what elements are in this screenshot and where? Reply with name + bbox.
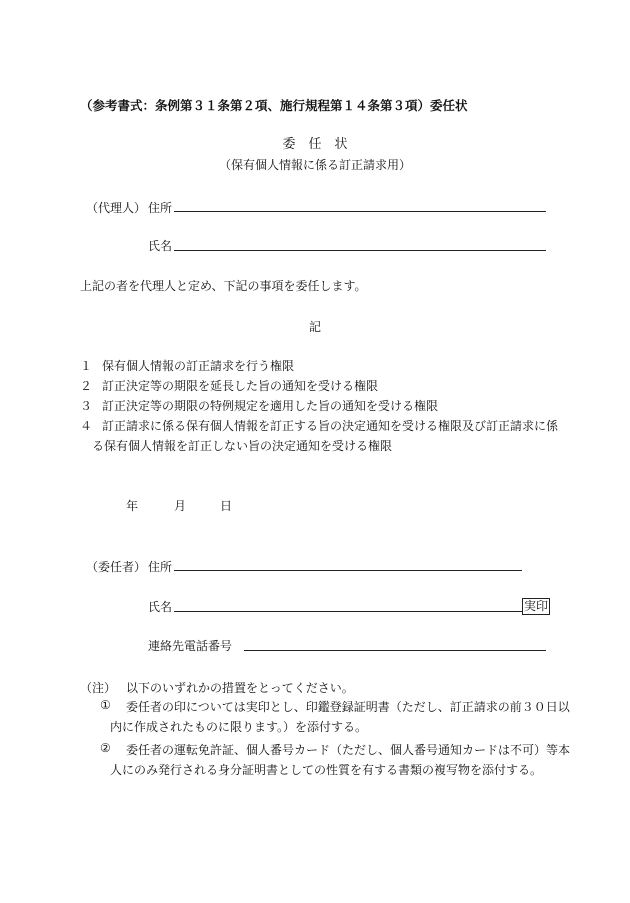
principal-address-field xyxy=(174,570,522,571)
item-number: ４ xyxy=(80,419,93,433)
item-text: 訂正請求に係る保有個人情報を訂正する旨の決定通知を受ける権限及び訂正請求に係 xyxy=(102,419,559,433)
note-mark-1: ① xyxy=(100,698,111,712)
principal-phone-field xyxy=(244,650,546,651)
note-intro: 以下のいずれかの措置をとってください。 xyxy=(126,681,354,695)
note-text-2-line1: 委任者の運転免許証、個人番号カード（ただし、個人番号通知カードは不可）等本 xyxy=(126,743,571,757)
ki-heading: 記 xyxy=(308,320,321,334)
agent-address-field xyxy=(174,211,546,212)
item-text: 訂正決定等の期限の特例規定を適用した旨の通知を受ける権限 xyxy=(102,399,439,413)
date-month: 月 xyxy=(174,499,187,513)
item-text: 保有個人情報の訂正請求を行う権限 xyxy=(102,359,295,373)
list-item xyxy=(80,377,378,394)
list-item xyxy=(80,417,558,434)
item-text: 訂正決定等の期限を延長した旨の通知を受ける権限 xyxy=(102,379,379,393)
agent-address-label: 住所 xyxy=(148,201,173,215)
principal-name-label: 氏名 xyxy=(148,600,173,614)
document-subtitle: （保有個人情報に係る訂正請求用） xyxy=(218,158,411,172)
note-text-1-line2: 内に作成されたものに限ります。）を添付する。 xyxy=(110,720,368,734)
item-number: １ xyxy=(80,359,93,373)
list-item xyxy=(80,357,294,374)
agent-label: （代理人） xyxy=(86,201,147,215)
principal-phone-label: 連絡先電話番号 xyxy=(148,639,233,653)
reference-heading: （参考書式：条例第３１条第２項、施行規程第１４条第３項）委任状 xyxy=(80,98,468,113)
note-mark-2: ② xyxy=(100,741,111,755)
item-number: ２ xyxy=(80,379,93,393)
agent-name-label: 氏名 xyxy=(148,239,173,253)
seal-box: 実印 xyxy=(524,599,549,613)
agent-name-field xyxy=(174,250,546,251)
list-item-continuation: る保有個人情報を訂正しない旨の決定通知を受ける権限 xyxy=(92,439,393,453)
note-text-1-line1: 委任者の印については実印とし、印鑑登録証明書（ただし、訂正請求の前３０日以 xyxy=(126,700,570,714)
note-text-2-line2: 人にのみ発行される身分証明書としての性質を有する書類の複写物を添付する。 xyxy=(110,763,543,777)
principal-address-label: 住所 xyxy=(148,560,173,574)
item-number: ３ xyxy=(80,399,93,413)
delegation-statement: 上記の者を代理人と定め、下記の事項を委任します。 xyxy=(80,279,367,293)
principal-label: （委任者） xyxy=(86,560,147,574)
date-year: 年 xyxy=(126,499,139,513)
document-title: 委 任 状 xyxy=(282,137,348,152)
date-day: 日 xyxy=(220,499,233,513)
principal-name-field xyxy=(174,611,522,612)
list-item xyxy=(80,397,438,414)
note-label: （注） xyxy=(80,681,117,695)
